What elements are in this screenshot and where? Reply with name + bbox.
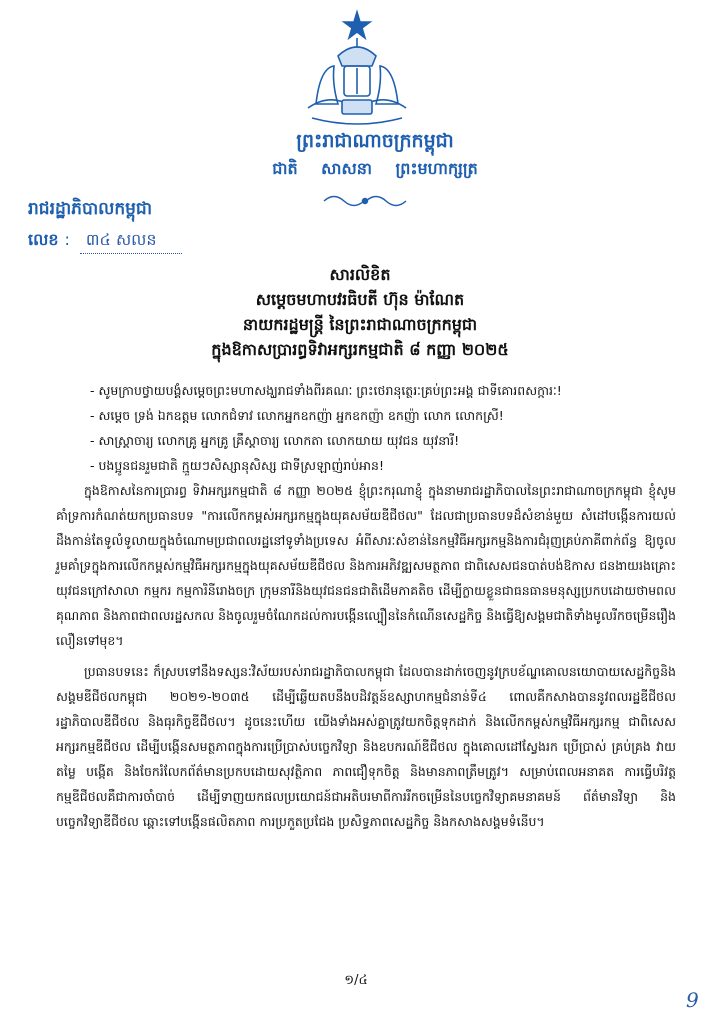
kingdom-heading: ព្រះរាជាណាចក្រកម្ពុជា: [296, 130, 454, 152]
letter-body: [56, 478, 676, 840]
reference-number-line: [28, 229, 182, 254]
salutation-item: - បងប្អូនជនរួមជាតិ ក្មួយៗសិស្សានុសិស្ស ជាទីស្រឡាញ់រាប់អាន!: [90, 458, 384, 473]
reference-label: លេខ: [28, 230, 59, 249]
royal-emblem-icon: [298, 8, 416, 128]
salutation-item: - សម្តេច ទ្រង់ ឯកឧត្តម លោកជំទាវ លោកអ្នកឧកញ៉ា អ្នកឧកញ៉ា ឧកញ៉ា លោក លោកស្រី!: [90, 408, 504, 423]
initial-mark: 9: [686, 988, 699, 1012]
decorative-divider-icon: [320, 190, 410, 212]
author-name: សម្តេចមហាបវរធិបតី ហ៊ុន ម៉ាណែត: [255, 290, 465, 309]
issuing-government: រាជរដ្ឋាភិបាលកម្ពុជា: [28, 199, 153, 219]
author-position: នាយករដ្ឋមន្ត្រី នៃព្រះរាជាណាចក្រកម្ពុជា: [242, 315, 478, 334]
salutation-item: - សាស្ត្រាចារ្យ លោកគ្រូ អ្នកគ្រូ គ្រឹស្តាចារ្យ លោកតា លោកយាយ យុវជន យុវនារី!: [90, 433, 460, 448]
motto-king: ព្រះមហាក្សត្រ: [395, 159, 478, 178]
letter-title: សារលិខិត: [329, 265, 391, 284]
national-motto: [230, 158, 520, 182]
body-paragraph: ក្នុងឱកាសនៃការប្រារព្ធ ទិវាអក្សរកម្មជាតិ ៨ កញ្ញា ២០២៥ ខ្ញុំព្រះករុណាខ្ញុំ ក្នុងនាមរាជរដ្ឋាភិបាលនៃព្រះរាជាណាចក្រកម្ពុជា ខ្ញុំសូមគាំទ្រការកំណត់យកប្រធានបទ "ការលើកកម្ពស់អក្សរកម្មក្នុងយុគសម័យឌីជីថល" ដែលជាប្រធានបទដ៏សំខាន់មួយ សំដៅបង្កើនការយល់ដឹងកាន់តែទូលំទូលាយក្នុងចំណោមប្រជាពលរដ្ឋនៅទូទាំងប្រទេស អំពីសារៈសំខាន់នៃកម្មវិធីអក្សរកម្មនិងការជំរុញគ្រប់ភាគីពាក់ព័ន្ធ ឱ្យចូលរួមគាំទ្រក្នុងការលើកកម្ពស់កម្មវិធីអក្សរកម្មក្នុងយុគសម័យឌីជីថល និងការអភិវឌ្ឍសមត្ថភាព ជាពិសេសជនបាត់បង់ឱកាស ជនងាយរងគ្រោះ យុវជនក្រៅសាលា កម្មករ កម្មការិនីរោងចក្រ ក្រុមនារីនិងយុវជនជនជាតិដើមភាគតិច ដើម្បីក្លាយខ្លួនជាធនធានមនុស្សប្រកបដោយថាមពល គុណភាព និងភាពជាពលរដ្ឋសកល និងចូលរួមចំណែកដល់ការបង្កើនល្បឿននៃកំណើនសេដ្ឋកិច្ច និងធ្វើឱ្យសង្គមជាតិទាំងមូលរីកចម្រើនរឿងលឿនទៅមុខ។: [56, 483, 676, 648]
salutation-list: [90, 378, 680, 478]
occasion-line: ក្នុងឱកាសប្រារព្ធទិវាអក្សរកម្មជាតិ ៨ កញ្ញា ២០២៥: [211, 340, 509, 359]
body-paragraph: ប្រធានបទនេះ ក៏ស្របទៅនឹងទស្សនៈវិស័យរបស់រាជរដ្ឋាភិបាលកម្ពុជា ដែលបានដាក់ចេញនូវក្របខ័ណ្ឌគោលនយោបាយសេដ្ឋកិច្ចនិងសង្គមឌីជីថលកម្ពុជា ២០២១-២០៣៥ ដើម្បីឆ្លើយតបនឹងបដិវត្តន៍ឧស្សាហកម្មជំនាន់ទី៤ ពោលគឺកសាងបាននូវពលរដ្ឋឌីជីថល រដ្ឋាភិបាលឌីជីថល និងធុរកិច្ចឌីជីថល។ ដូចនេះហើយ យើងទាំងអស់គ្នាត្រូវយកចិត្តទុកដាក់ និងលើកកម្ពស់កម្មវិធីអក្សរកម្ម ជាពិសេសអក្សរកម្មឌីជីថល ដើម្បីបង្កើនសមត្ថភាពក្នុងការប្រើប្រាស់បច្ចេកវិទ្យា និងឧបករណ៍ឌីជីថល ក្នុងគោលដៅស្វែងរក ប្រើប្រាស់ គ្រប់គ្រង វាយតម្លៃ បង្កើត និងចែករំលែកព័ត៌មានប្រកបដោយសុវត្ថិភាព ភាពជឿទុកចិត្ត និងមានភាពត្រឹមត្រូវ។ សម្រាប់ពេលអនាគត ការធ្វើបរិវត្តកម្មឌីជីថលគឺជាការចាំបាច់ ដើម្បីទាញយកផលប្រយោជន៍ជាអតិបរមាពីការរីកចម្រើននៃបច្ចេកវិទ្យាគមនាគមន៍ ព័ត៌មានវិទ្យា និងបច្ចេកវិទ្យាឌីជីថល ឆ្ពោះទៅបង្កើនផលិតភាព ការប្រកួតប្រជែង ប្រសិទ្ធភាពសេដ្ឋកិច្ច និងកសាងសង្គមទំនើប។: [56, 664, 676, 829]
reference-number: ៣៤ សលន: [80, 229, 182, 254]
motto-religion: សាសនា: [321, 159, 372, 178]
motto-nation: ជាតិ: [272, 159, 298, 178]
salutation-item: - សូមក្រាបថ្វាយបង្គំសម្តេចព្រះមហាសង្ឃរាជទាំងពីរគណៈ ព្រះថេរានុត្ថេរៈគ្រប់ព្រះអង្គ ជាទីគោរពសក្ការៈ!: [90, 383, 562, 398]
page-number: ១/៤: [344, 973, 368, 988]
letter-title-block: [60, 262, 660, 362]
reference-colon: :: [64, 230, 70, 249]
